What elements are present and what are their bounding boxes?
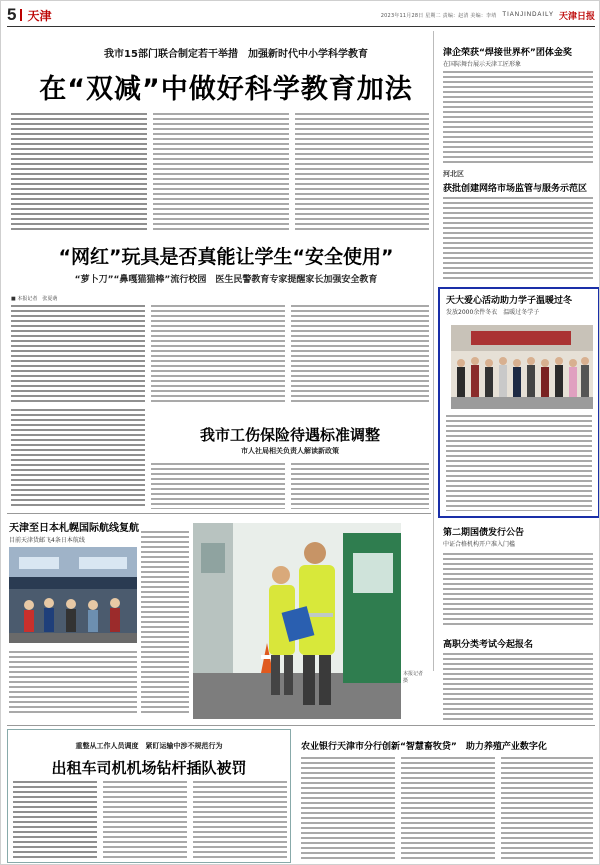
insurance-headline: 我市工伤保险待遇标准调整 [199,426,380,444]
bond-headline: 第二期国债发行公告 [443,528,525,538]
charity-group-photo [451,325,593,409]
taxi-kicker: 重整从工作人员调度 紧盯运输中涉不规范行为 [75,742,223,750]
taxi-text-col1 [13,781,97,859]
insurance-side-text [141,531,189,715]
exam-text [443,653,593,723]
weld-text [443,71,593,163]
bank-headline: 农业银行天津市分行创新“智慧畜牧贷” 助力养殖产业数字化 [301,742,547,752]
insurance-subhead: 市人社局相关负责人解读新政策 [241,447,339,455]
bond-subhead: 中证合格机构开户准入门槛 [443,541,516,548]
flight-subhead: 目前天津货邮飞4条日本航线 [9,537,85,544]
taxi-text-col3 [193,781,287,859]
weld-subhead: 在国际舞台展示天津工匠形象 [443,61,522,68]
airport-photo [9,547,137,643]
bank-text-col1 [301,757,395,861]
inspection-photo [193,523,401,719]
right-column-divider [433,31,434,671]
charity-subhead: 发放2000余件冬衣 温暖过冬学子 [446,309,540,316]
toy-subhead: “萝卜刀”“鼻嘎猫猫棒”流行校园 医生民警教育专家提醒家长加强安全教育 [74,275,378,285]
exam-headline: 高职分类考试今起报名 [443,640,534,650]
bank-text-col3 [501,757,593,861]
page-header [7,5,595,25]
flight-text [9,651,137,715]
weld-headline: 津企荣获“焊接世界杯”团体金奖 [443,48,572,58]
toy-text-col2 [151,305,285,403]
bank-text-col2 [401,757,495,861]
brand-name: TIANJINDAILY [502,12,554,18]
market-headline: 获批创建网络市场监管与服务示范区 [443,184,588,194]
market-text [443,197,593,281]
header-rule [7,26,595,27]
lead-text-col3 [295,113,429,231]
toy-text-col1b [11,409,145,509]
section-name: 天津 [27,8,52,23]
lead-text-col2 [153,113,289,231]
lead-text-col1 [11,113,147,231]
header-divider [20,9,22,21]
toy-text-col1 [11,305,145,403]
insurance-text-col2 [291,463,429,509]
toy-headline: “网红”玩具是否真能让学生“安全使用” [58,246,394,268]
bond-text [443,553,593,627]
lead-kicker: 我市15部门联合制定若干举措 加强新时代中小学科学教育 [104,49,368,60]
flight-headline: 天津至日本札幌国际航线复航 [9,523,139,534]
divider-mid [7,513,431,514]
toy-text-col3 [291,305,429,403]
taxi-text-col2 [103,781,187,859]
taxi-headline: 出租车司机机场钻杆插队被罚 [51,759,247,777]
page-number: 5 [7,5,17,24]
toy-byline: ■ 本报记者 张夏萌 [11,296,58,302]
inspection-caption: 本报记者 摄 [403,671,429,684]
charity-headline: 天大爱心活动助力学子温暖过冬 [446,296,573,306]
charity-text [446,415,592,511]
insurance-text-col1 [151,463,285,509]
divider-bottom [7,725,595,726]
lead-headline: 在“双减”中做好科学教育加法 [39,74,413,105]
newspaper-logo: 天津日报 [558,11,595,22]
header-meta: 2023年11月28日 星期二 责编：赵清 美编：李靖 [380,12,497,19]
district-kicker: 河北区 [443,170,464,178]
